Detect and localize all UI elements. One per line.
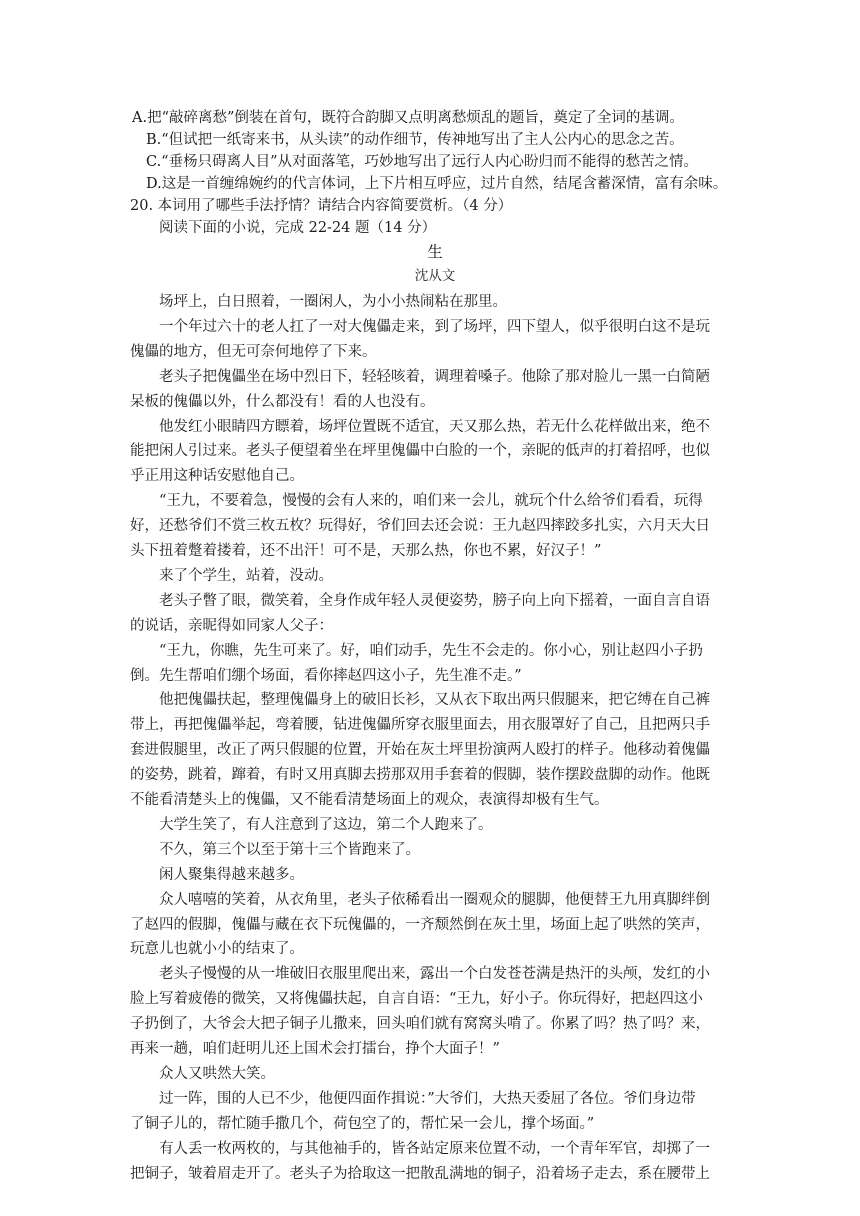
story-line: 好，还愁爷们不赏三枚五枚？玩得好，爷们回去还会说：王九赵四摔跤多扎实，六月天大日 bbox=[130, 518, 710, 535]
story-line: 众人又哄然大笑。 bbox=[159, 1065, 275, 1082]
story-line: 了赵四的假脚，傀儡与藏在衣下玩傀儡的，一齐颓然倒在灰土里，场面上起了哄然的笑声， bbox=[130, 916, 710, 933]
story-line: 过一阵，围的人已不少，他便四面作揖说：”大爷们，大热天委屈了各位。爷们身边带 bbox=[159, 1090, 696, 1107]
story-line: 老头子瞥了眼，微笑着，全身作成年轻人灵便姿势，膀子向上向下摇着，一面自言自语 bbox=[159, 592, 710, 609]
story-line: 不能看清楚头上的傀儡，又不能看清楚场面上的观众，表演得却极有生气。 bbox=[130, 792, 609, 808]
story-line: 老头子慢慢的从一堆破旧衣服里爬出来，露出一个白发苍苍满是热汗的头颅，发红的小 bbox=[159, 966, 710, 983]
story-line: “王九，不要着急，慢慢的会有人来的，咱们来一会儿，就玩个什么给爷们看看，玩得 bbox=[159, 493, 703, 510]
story-line: 闲人聚集得越来越多。 bbox=[159, 866, 304, 883]
story-line: 倒。先生帮咱们绷个场面，看你摔赵四这小子，先生准不走。” bbox=[130, 667, 522, 684]
option-a: A.把“敲碎离愁”倒装在首句，既符合韵脚又点明离愁烦乱的题旨，奠定了全词的基调。 bbox=[132, 110, 684, 126]
story-line: 傀儡的地方，但无可奈何地停了下来。 bbox=[130, 343, 377, 360]
story-line: “王九，你瞧，先生可来了。好，咱们动手，先生不会走的。你小心，别让赵四小子扔 bbox=[159, 642, 703, 659]
story-line: 大学生笑了，有人注意到了这边，第二个人跑来了。 bbox=[159, 816, 493, 833]
reading-instruction: 阅读下面的小说，完成 22-24 题（14 分） bbox=[159, 220, 437, 236]
story-line: 呆板的傀儡以外，什么都没有！看的人也没有。 bbox=[130, 393, 435, 410]
story-line: 有人丢一枚两枚的，与其他袖手的，皆各站定原来位置不动，一个青年军官，却掷了一 bbox=[159, 1140, 710, 1157]
story-line: 能把闲人引过来。老头子便望着坐在坪里傀儡中白脸的一个，亲昵的低声的打着招呼，也似 bbox=[130, 443, 710, 460]
story-line: 套进假腿里，改正了两只假腿的位置，开始在灰土坪里扮演两人殴打的样子。他移动着傀儡 bbox=[130, 742, 710, 759]
story-line: 场坪上，白日照着，一圈闲人，为小小热闹粘在那里。 bbox=[159, 294, 507, 310]
option-c: C.“垂杨只碍离人目”从对面落笔，巧妙地写出了远行人内心盼归而不能得的愁苦之情。 bbox=[146, 154, 699, 170]
story-line: 的姿势，跳着，蹿着，有时又用真脚去捞那双用手套着的假脚，装作摆跤盘脚的动作。他既 bbox=[130, 767, 710, 784]
story-line: 玩意儿也就小小的结束了。 bbox=[130, 941, 304, 958]
story-line: 再来一趟，咱们赶明儿还上国术会打擂台，挣个大面子！” bbox=[130, 1041, 500, 1057]
story-line: 老头子把傀儡坐在场中烈日下，轻轻咳着，调理着嗓子。他除了那对脸儿一黑一白简陋 bbox=[159, 368, 710, 385]
story-line: 乎正用这种话安慰他自己。 bbox=[130, 468, 304, 485]
story-line: 脸上写着疲倦的微笑，又将傀儡扶起，自言自语：“王九，好小子。你玩得好，把赵四这小 bbox=[130, 991, 703, 1008]
story-line: 把铜子，皱着眉走开了。老头子为拾取这一把散乱满地的铜子，沿着场子走去，系在腰带上 bbox=[130, 1165, 710, 1182]
story-line: 一个年过六十的老人扛了一对大傀儡走来，到了场坪，四下望人，似乎很明白这不是玩 bbox=[159, 318, 710, 335]
option-d: D.这是一首缠绵婉约的代言体词，上下片相互呼应，过片自然，结尾含蓄深情，富有余味。 bbox=[146, 176, 728, 192]
story-line: 他发红小眼睛四方瞟着，场坪位置既不适宜，天又那么热，若无什么花样做出来，绝不 bbox=[159, 418, 710, 435]
story-line: 他把傀儡扶起，整理傀儡身上的破旧长衫，又从衣下取出两只假腿来，把它缚在自己裤 bbox=[159, 692, 710, 709]
story-line: 的说话，亲昵得如同家人父子： bbox=[130, 617, 333, 634]
story-line: 众人嘻嘻的笑着，从衣角里，老头子依稀看出一圈观众的腿脚，他便替王九用真脚绊倒 bbox=[159, 891, 710, 908]
story-title: 生 bbox=[427, 243, 443, 261]
question-20: 20. 本词用了哪些手法抒情？请结合内容简要赏析。（4 分） bbox=[130, 198, 513, 214]
story-author: 沈从文 bbox=[414, 268, 456, 284]
story-line: 了铜子儿的，帮忙随手撒几个，荷包空了的，帮忙呆一会儿，撑个场面。” bbox=[130, 1115, 595, 1132]
option-b: B.“但试把一纸寄来书，从头读”的动作细节，传神地写出了主人公内心的思念之苦。 bbox=[146, 132, 684, 148]
story-line: 不久，第三个以至于第十三个皆跑来了。 bbox=[159, 841, 420, 858]
story-line: 来了个学生，站着，没动。 bbox=[159, 567, 333, 584]
story-line: 带上，再把傀儡举起，弯着腰，钻进傀儡所穿衣服里面去，用衣服罩好了自己，且把两只手 bbox=[130, 717, 710, 734]
story-line: 子扔倒了，大爷会大把子铜子儿撒来，回头咱们就有窝窝头啃了。你累了吗？热了吗？来， bbox=[130, 1016, 710, 1033]
story-line: 头下扭着蹩着搂着，还不出汗！可不是，天那么热，你也不累，好汉子！” bbox=[130, 543, 602, 559]
